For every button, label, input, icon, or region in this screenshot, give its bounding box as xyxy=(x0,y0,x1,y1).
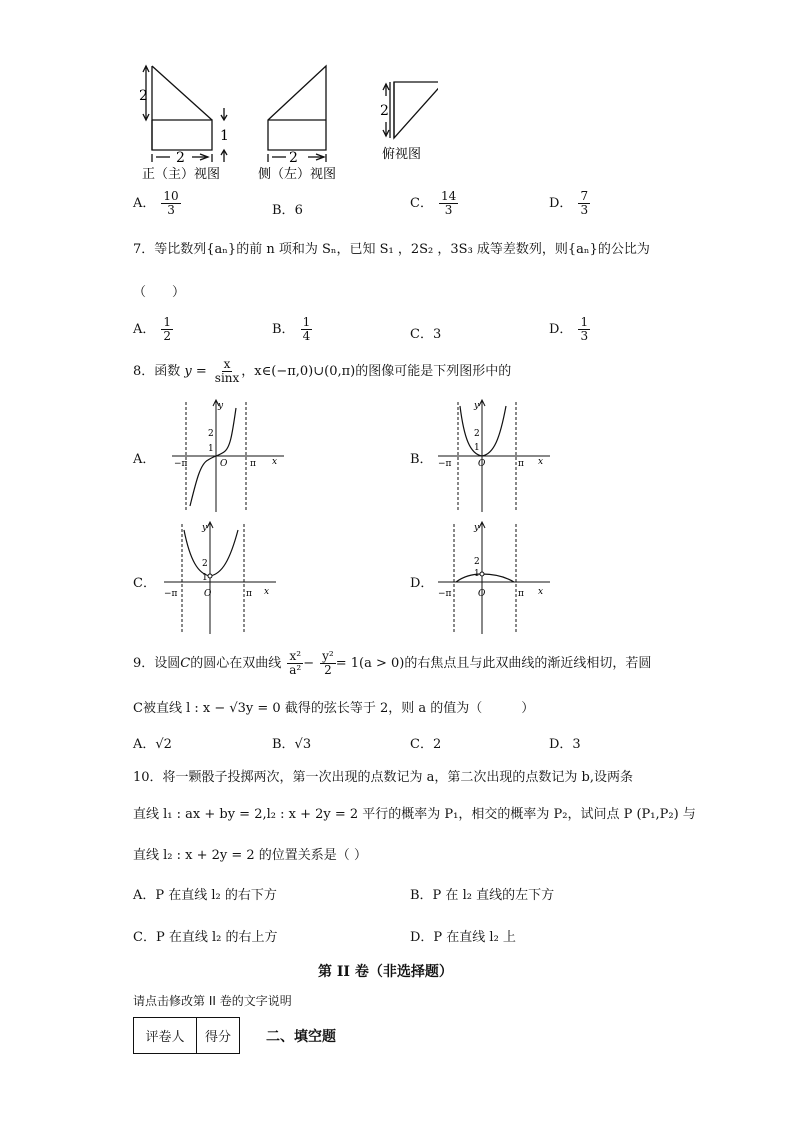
q10-stem-line2: 直线 l₁ : ax + by = 2,l₂ : x + 2y = 2 平行的概率为 P₁，相交的概率为 P₂，试问点 P (P₁,P₂) 与 xyxy=(133,807,696,822)
svg-text:1: 1 xyxy=(202,573,208,583)
q8-graph-b[interactable] xyxy=(434,398,554,514)
q9-stem-line2: C被直线 l : x − √3y = 0 截得的弦长等于 2，则 a 的值为（ ） xyxy=(133,701,535,716)
score-table xyxy=(133,1017,240,1054)
q9-option-a[interactable]: A．√2 xyxy=(133,737,172,752)
q8-graph-d[interactable] xyxy=(434,520,554,636)
q9-option-c[interactable]: C．2 xyxy=(410,737,442,752)
q10-stem-line1: 10．将一颗骰子投掷两次，第一次出现的点数记为 a，第二次出现的点数记为 b,设两条 xyxy=(133,770,634,785)
svg-text:x: x xyxy=(264,587,270,597)
svg-text:2: 2 xyxy=(474,557,480,567)
svg-text:−π: −π xyxy=(438,589,452,599)
q8-option-a-label[interactable]: A． xyxy=(133,452,156,467)
front-dim-2: 2 xyxy=(139,88,148,104)
q8-option-b-label[interactable]: B． xyxy=(410,452,433,467)
q7-stem: 7．等比数列{aₙ}的前 n 项和为 Sₙ，已知 S₁ ，2S₂ ，3S₃ 成等差数列，则{aₙ}的公比为 xyxy=(133,242,650,257)
svg-text:1: 1 xyxy=(474,443,480,453)
svg-text:1: 1 xyxy=(208,444,214,454)
svg-text:y: y xyxy=(474,401,480,411)
side-view-label: 侧（左）视图 xyxy=(258,167,337,182)
q8-option-c-label[interactable]: C． xyxy=(133,576,156,591)
front-dim-1: 1 xyxy=(220,128,229,144)
svg-text:−π: −π xyxy=(174,459,188,469)
top-view-label: 俯视图 xyxy=(382,147,422,162)
q9-option-d[interactable]: D．3 xyxy=(549,737,581,752)
svg-text:π: π xyxy=(518,589,524,599)
front-bottom-dim-2: 2 xyxy=(176,150,185,166)
svg-text:π: π xyxy=(246,589,252,599)
section-hint[interactable]: 请点击修改第 II 卷的文字说明 xyxy=(133,994,292,1008)
three-view-diagram xyxy=(138,58,438,188)
svg-text:y: y xyxy=(218,401,224,411)
q10-stem-line3: 直线 l₂ : x + 2y = 2 的位置关系是（ ） xyxy=(133,848,367,863)
q6-option-d[interactable]: D． $\frac{7}{3}$ xyxy=(549,189,589,217)
q6-option-c[interactable]: C． $\frac{14}{3}$ xyxy=(410,189,457,217)
q7-paren: （ ） xyxy=(133,285,186,300)
svg-text:−π: −π xyxy=(164,589,178,599)
q10-option-b[interactable]: B．P 在 l₂ 直线的左下方 xyxy=(410,888,555,903)
svg-text:y: y xyxy=(202,523,208,533)
q6-option-b[interactable]: B．6 xyxy=(272,203,303,218)
front-view-label: 正（主）视图 xyxy=(142,167,221,182)
q7-option-a[interactable]: A． $\frac{1}{2}$ xyxy=(133,315,172,343)
side-view xyxy=(268,66,326,162)
svg-text:2: 2 xyxy=(208,429,214,439)
q10-option-c[interactable]: C．P 在直线 l₂ 的右上方 xyxy=(133,930,278,945)
side-bottom-dim-2: 2 xyxy=(289,150,298,166)
score-cell: 得分 xyxy=(197,1018,240,1054)
q6-option-a[interactable]: A． $\frac{10}{3}$ xyxy=(133,189,179,217)
q8-option-d-label[interactable]: D． xyxy=(410,576,434,591)
reviewer-cell: 评卷人 xyxy=(134,1018,197,1054)
svg-text:O: O xyxy=(478,589,486,599)
svg-text:π: π xyxy=(250,459,256,469)
section-title: 第 II 卷（非选择题） xyxy=(318,964,453,980)
q10-option-a[interactable]: A．P 在直线 l₂ 的右下方 xyxy=(133,888,277,903)
svg-text:1: 1 xyxy=(474,569,480,579)
svg-text:2: 2 xyxy=(202,559,208,569)
svg-text:x: x xyxy=(272,457,278,467)
q10-option-d[interactable]: D．P 在直线 l₂ 上 xyxy=(410,930,516,945)
q8-graph-a[interactable] xyxy=(168,398,288,514)
svg-text:O: O xyxy=(478,459,486,469)
q8-graph-c[interactable] xyxy=(160,520,280,636)
svg-text:−π: −π xyxy=(438,459,452,469)
top-view xyxy=(383,82,438,138)
q7-option-d[interactable]: D． $\frac{1}{3}$ xyxy=(549,315,589,343)
svg-text:O: O xyxy=(204,589,212,599)
top-dim-2: 2 xyxy=(380,103,389,119)
svg-text:x: x xyxy=(538,457,544,467)
svg-text:2: 2 xyxy=(474,429,480,439)
q8-stem: 8．函数 y = $\frac{x}{\sin x}$ ，x∈(−π,0)∪(0,π)的图像可能是下列图形中的 xyxy=(133,357,512,385)
q7-option-c[interactable]: C．3 xyxy=(410,327,442,342)
svg-text:x: x xyxy=(538,587,544,597)
front-view xyxy=(143,66,227,162)
svg-text:y: y xyxy=(474,523,480,533)
q9-option-b[interactable]: B．√3 xyxy=(272,737,312,752)
part2-heading: 二、填空题 xyxy=(266,1029,336,1045)
q7-option-b[interactable]: B． $\frac{1}{4}$ xyxy=(272,315,311,343)
svg-text:O: O xyxy=(220,459,228,469)
q9-stem-line1: 9．设圆C的圆心在双曲线 $\frac{\text{x²}}{\text{a²}}$ − $\frac{\text{y²}}{2}$ = 1(a > 0)的右焦点且与此双曲线的渐近线相切，若圆 xyxy=(133,649,652,677)
svg-text:π: π xyxy=(518,459,524,469)
